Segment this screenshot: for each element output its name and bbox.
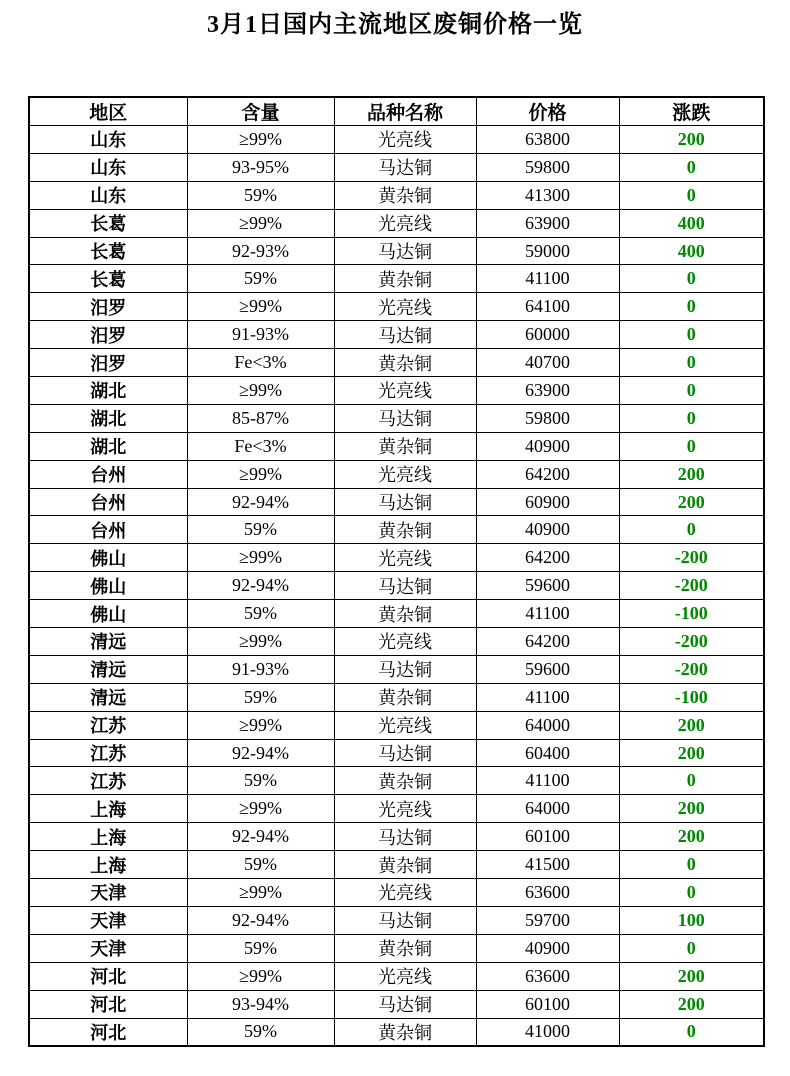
region-cell: 台州 [29,488,187,516]
region-cell: 上海 [29,851,187,879]
header-price: 价格 [476,97,619,126]
content-cell: 85-87% [187,404,334,432]
variety-cell: 黄杂铜 [334,432,476,460]
table-row [29,767,764,795]
variety-cell: 马达铜 [334,739,476,767]
variety-cell: 黄杂铜 [334,683,476,711]
variety-cell: 黄杂铜 [334,934,476,962]
change-cell: 0 [619,293,764,321]
price-cell: 60900 [476,488,619,516]
price-cell: 59600 [476,655,619,683]
content-cell: ≥99% [187,460,334,488]
region-cell: 江苏 [29,767,187,795]
variety-cell: 黄杂铜 [334,1018,476,1046]
table-row [29,237,764,265]
content-cell: ≥99% [187,795,334,823]
content-cell: 91-93% [187,655,334,683]
variety-cell: 黄杂铜 [334,516,476,544]
region-cell: 清远 [29,655,187,683]
region-cell: 台州 [29,460,187,488]
change-cell: -200 [619,655,764,683]
variety-cell: 马达铜 [334,906,476,934]
content-cell: 59% [187,600,334,628]
table-row [29,851,764,879]
content-cell: ≥99% [187,711,334,739]
price-cell: 41000 [476,1018,619,1046]
price-cell: 41100 [476,767,619,795]
table-row [29,795,764,823]
price-cell: 60000 [476,321,619,349]
region-cell: 上海 [29,795,187,823]
table-row [29,126,764,154]
variety-cell: 马达铜 [334,321,476,349]
variety-cell: 黄杂铜 [334,265,476,293]
change-cell: 400 [619,237,764,265]
change-cell: 0 [619,349,764,377]
change-cell: 200 [619,488,764,516]
region-cell: 天津 [29,934,187,962]
content-cell: ≥99% [187,879,334,907]
content-cell: ≥99% [187,544,334,572]
content-cell: 93-94% [187,990,334,1018]
content-cell: ≥99% [187,377,334,405]
region-cell: 佛山 [29,572,187,600]
variety-cell: 黄杂铜 [334,767,476,795]
content-cell: 59% [187,767,334,795]
content-cell: 92-93% [187,237,334,265]
change-cell: 0 [619,851,764,879]
change-cell: 200 [619,795,764,823]
content-cell: 59% [187,516,334,544]
change-cell: 0 [619,1018,764,1046]
price-cell: 64000 [476,711,619,739]
price-cell: 60100 [476,823,619,851]
region-cell: 江苏 [29,711,187,739]
content-cell: 92-94% [187,572,334,600]
content-cell: 92-94% [187,488,334,516]
table-row [29,739,764,767]
region-cell: 汨罗 [29,349,187,377]
page-title: 3月1日国内主流地区废铜价格一览 [207,12,583,38]
content-cell: 92-94% [187,739,334,767]
region-cell: 佛山 [29,544,187,572]
change-cell: 0 [619,153,764,181]
change-cell: 0 [619,404,764,432]
region-cell: 河北 [29,1018,187,1046]
table-row [29,962,764,990]
table-row [29,683,764,711]
region-cell: 山东 [29,153,187,181]
table-row [29,153,764,181]
content-cell: ≥99% [187,126,334,154]
price-cell: 59800 [476,404,619,432]
table-header-row [29,97,764,126]
price-cell: 59000 [476,237,619,265]
variety-cell: 光亮线 [334,126,476,154]
change-cell: -200 [619,628,764,656]
table-row [29,934,764,962]
table-row [29,600,764,628]
price-cell: 59600 [476,572,619,600]
content-cell: ≥99% [187,293,334,321]
region-cell: 汨罗 [29,293,187,321]
price-table [28,96,765,1047]
change-cell: 0 [619,265,764,293]
price-cell: 63600 [476,879,619,907]
region-cell: 江苏 [29,739,187,767]
change-cell: 400 [619,209,764,237]
region-cell: 台州 [29,516,187,544]
change-cell: 0 [619,879,764,907]
variety-cell: 黄杂铜 [334,181,476,209]
variety-cell: 光亮线 [334,293,476,321]
price-cell: 63900 [476,209,619,237]
table-row [29,628,764,656]
table-row [29,711,764,739]
table-row [29,293,764,321]
content-cell: 59% [187,851,334,879]
change-cell: 0 [619,934,764,962]
price-cell: 41100 [476,683,619,711]
price-cell: 59700 [476,906,619,934]
region-cell: 清远 [29,628,187,656]
content-cell: 59% [187,181,334,209]
variety-cell: 光亮线 [334,209,476,237]
table-row [29,572,764,600]
table-row [29,655,764,683]
region-cell: 清远 [29,683,187,711]
variety-cell: 马达铜 [334,655,476,683]
region-cell: 湖北 [29,377,187,405]
region-cell: 河北 [29,962,187,990]
variety-cell: 光亮线 [334,962,476,990]
price-cell: 41100 [476,265,619,293]
change-cell: 200 [619,823,764,851]
variety-cell: 光亮线 [334,377,476,405]
change-cell: 200 [619,739,764,767]
price-cell: 40900 [476,516,619,544]
content-cell: ≥99% [187,628,334,656]
price-cell: 64100 [476,293,619,321]
price-cell: 64200 [476,628,619,656]
variety-cell: 马达铜 [334,488,476,516]
price-cell: 60400 [476,739,619,767]
change-cell: 0 [619,767,764,795]
region-cell: 湖北 [29,432,187,460]
variety-cell: 光亮线 [334,544,476,572]
table-row [29,209,764,237]
change-cell: 200 [619,990,764,1018]
region-cell: 山东 [29,126,187,154]
table-row [29,823,764,851]
table-row [29,265,764,293]
price-cell: 63600 [476,962,619,990]
content-cell: ≥99% [187,209,334,237]
price-cell: 64000 [476,795,619,823]
table-row [29,181,764,209]
region-cell: 长葛 [29,237,187,265]
price-cell: 41300 [476,181,619,209]
content-cell: 93-95% [187,153,334,181]
header-variety: 品种名称 [334,97,476,126]
price-table-container [28,96,765,1047]
header-change: 涨跌 [619,97,764,126]
price-cell: 41500 [476,851,619,879]
price-cell: 59800 [476,153,619,181]
table-row [29,990,764,1018]
table-row [29,432,764,460]
price-cell: 40900 [476,432,619,460]
table-row [29,404,764,432]
change-cell: 200 [619,962,764,990]
table-row [29,906,764,934]
variety-cell: 光亮线 [334,628,476,656]
region-cell: 上海 [29,823,187,851]
variety-cell: 马达铜 [334,823,476,851]
content-cell: Fe<3% [187,349,334,377]
header-region: 地区 [29,97,187,126]
region-cell: 湖北 [29,404,187,432]
variety-cell: 黄杂铜 [334,600,476,628]
content-cell: 59% [187,683,334,711]
change-cell: -100 [619,600,764,628]
price-cell: 40900 [476,934,619,962]
content-cell: 59% [187,265,334,293]
price-cell: 64200 [476,460,619,488]
region-cell: 天津 [29,906,187,934]
price-cell: 63800 [476,126,619,154]
region-cell: 汨罗 [29,321,187,349]
change-cell: 0 [619,181,764,209]
change-cell: 0 [619,432,764,460]
header-content: 含量 [187,97,334,126]
change-cell: 200 [619,711,764,739]
region-cell: 长葛 [29,265,187,293]
table-row [29,321,764,349]
change-cell: 200 [619,460,764,488]
content-cell: 92-94% [187,823,334,851]
change-cell: 0 [619,321,764,349]
table-row [29,544,764,572]
table-row [29,879,764,907]
table-row [29,377,764,405]
variety-cell: 马达铜 [334,990,476,1018]
table-row [29,460,764,488]
variety-cell: 马达铜 [334,572,476,600]
variety-cell: 马达铜 [334,404,476,432]
change-cell: 0 [619,516,764,544]
price-cell: 40700 [476,349,619,377]
region-cell: 山东 [29,181,187,209]
table-row [29,488,764,516]
region-cell: 天津 [29,879,187,907]
price-cell: 60100 [476,990,619,1018]
content-cell: 59% [187,934,334,962]
change-cell: -100 [619,683,764,711]
price-cell: 63900 [476,377,619,405]
price-cell: 41100 [476,600,619,628]
content-cell: 59% [187,1018,334,1046]
price-cell: 64200 [476,544,619,572]
region-cell: 长葛 [29,209,187,237]
change-cell: 0 [619,377,764,405]
variety-cell: 光亮线 [334,795,476,823]
content-cell: 91-93% [187,321,334,349]
change-cell: -200 [619,544,764,572]
variety-cell: 光亮线 [334,711,476,739]
table-row [29,1018,764,1046]
change-cell: 200 [619,126,764,154]
variety-cell: 光亮线 [334,460,476,488]
region-cell: 河北 [29,990,187,1018]
variety-cell: 黄杂铜 [334,851,476,879]
content-cell: Fe<3% [187,432,334,460]
variety-cell: 马达铜 [334,153,476,181]
variety-cell: 黄杂铜 [334,349,476,377]
variety-cell: 光亮线 [334,879,476,907]
content-cell: ≥99% [187,962,334,990]
table-row [29,516,764,544]
change-cell: 100 [619,906,764,934]
change-cell: -200 [619,572,764,600]
variety-cell: 马达铜 [334,237,476,265]
table-row [29,349,764,377]
content-cell: 92-94% [187,906,334,934]
region-cell: 佛山 [29,600,187,628]
